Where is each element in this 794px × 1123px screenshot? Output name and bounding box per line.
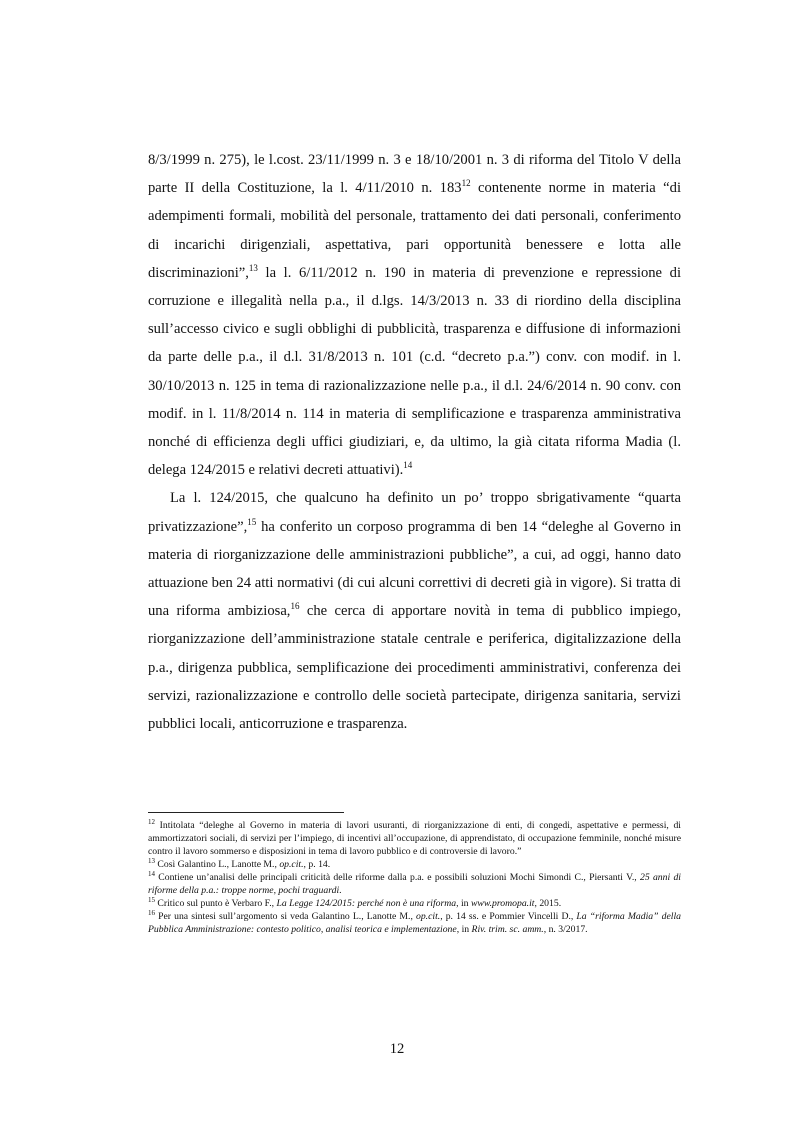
footnote-ref-13[interactable]: 13: [248, 262, 258, 273]
footnote-13: $^{13}$ Così Galantino L., Lanotte M., op.cit., p. 14.: [148, 856, 331, 870]
paragraph-2: La l. 124/2015, che qualcuno ha definito un po’ troppo sbrigativamente “quarta privatizzazione”,$^{15}$ ha conferito un corposo programma di ben 14 “deleghe al Governo in materia di riorganizzazione delle amministrazioni pubbliche”, a cui, ad oggi, hanno dato attuazione ben 24 atti normativi (di cui alcuni correttivi di decreti già in vigore). Si tratta di una riforma ambiziosa,$^{16}$ che cerca di apportare novità in tema di pubblico impiego, riorganizzazione dell’amministrazione statale centrale e periferica, digitalizzazione della p.a., dirigenza pubblica, semplificazione dei procedimenti amministrativi, conferenza dei servizi, razionalizzazione e controllo delle società partecipate, dirigenza sanitaria, servizi pubblici locali, anticorruzione e trasparenza.: [148, 490, 681, 733]
page-number: 12: [389, 1041, 405, 1057]
footnotes: [148, 819, 681, 936]
body-text: [148, 146, 681, 738]
footnote-ref-16[interactable]: 16: [290, 601, 300, 612]
footnote-12: $^{12}$ Intitolata “deleghe al Governo in materia di lavori usuranti, di riorganizzazione di enti, di congedi, aspettative e permessi, di ammortizzatori sociali, di servizi per l’impiego, di incentivi all’occupazione, di apprendistato, di occupazione femminile, nonché misure contro il lavoro sommerso e disposizioni in tema di lavoro pubblico e di controversie di lavoro.”: [148, 817, 681, 857]
footnote-ref-14[interactable]: 14: [403, 460, 413, 471]
paragraph-1: 8/3/1999 n. 275), le l.cost. 23/11/1999 n. 3 e 18/10/2001 n. 3 di riforma del Titolo V della parte II della Costituzione, la l. 4/11/2010 n. $183^{12}$ contenente norme in materia “di adempimenti formali, mobilità del personale, trattamento dei dati personali, conferimento di incarichi dirigenziali, aspettativa, pari opportunità benessere e lotta alle discriminazioni”,$^{13}$ la l. 6/11/2012 n. 190 in materia di prevenzione e repressione di corruzione e illegalità nella p.a., il d.lgs. 14/3/2013 n. 33 di riordino della disciplina sull’accesso civico e sugli obblighi di pubblicità, trasparenza e diffusione di informazioni da parte delle p.a., il d.l. 31/8/2013 n. 101 (c.d. “decreto p.a.”) conv. con modif. in l. 30/10/2013 n. 125 in tema di razionalizzazione nelle p.a., il d.l. 24/6/2014 n. 90 conv. con modif. in l. 11/8/2014 n. 114 in materia di semplificazione e trasparenza amministrativa nonché di efficienza degli uffici giudiziari, e, da ultimo, la già citata riforma Madia (l. delega 124/2015 e relativi decreti attuativi).$^{14}$: [148, 152, 681, 479]
promopa-link[interactable]: www.promopa.it: [470, 898, 535, 909]
footnote-16: $^{16}$ Per una sintesi sull’argomento si veda Galantino L., Lanotte M., op.cit., p. 14 ss. e Pommier Vincelli D., La “riforma Madia” della Pubblica Amministrazione: contesto politico, analisi teorica e implementazione, in Riv. trim. sc. amm., n. 3/2017.: [148, 908, 681, 935]
footnote-ref-12[interactable]: 12: [461, 178, 471, 189]
footnote-ref-15[interactable]: 15: [247, 516, 257, 527]
footnote-15: $^{15}$ Critico sul punto è Verbaro F., La Legge 124/2015: perché non è una riforma, in www.promopa.it, 2015.: [148, 895, 562, 909]
footnote-14: $^{14}$ Contiene un’analisi delle principali criticità delle riforme dalla p.a. e possibili soluzioni Mochi Simondi C., Piersanti V., 25 anni di riforme della p.a.: troppe norme, pochi traguardi.: [148, 869, 681, 896]
footnote-separator: [148, 812, 344, 813]
